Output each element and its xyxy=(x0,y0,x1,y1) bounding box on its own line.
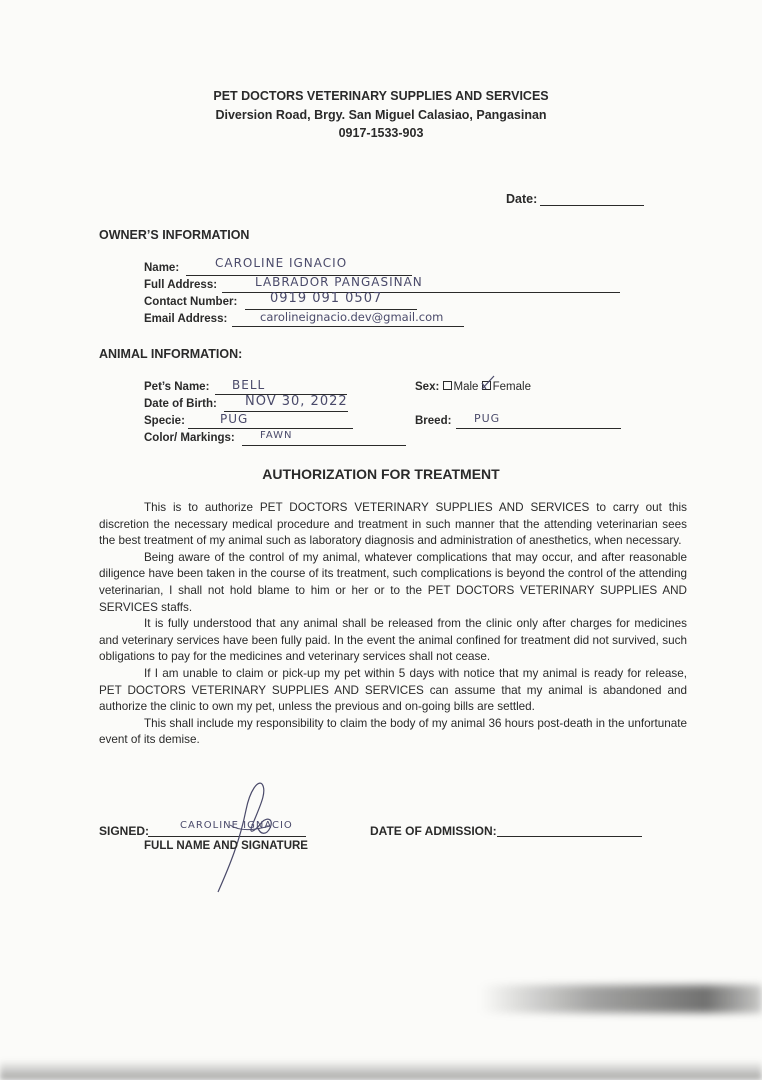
female-checkbox[interactable] xyxy=(482,381,491,390)
color-markings-line xyxy=(242,445,406,446)
scan-shadow xyxy=(480,985,762,1013)
authorization-paragraph: It is fully understood that any animal shall be released from the clinic only after charges for medicines and veterinary services have been fully paid. In the event the animal confined for treatment did not survived, such obligations to pay for the medicines and veterinary services shall not cease. xyxy=(99,617,687,664)
breed-line xyxy=(456,428,621,429)
pet-name-field[interactable]: BELL xyxy=(232,378,266,392)
authorization-paragraph: If I am unable to claim or pick-up my pet within 5 days with notice that my animal is ready for release, PET DOCTORS VETERINARY SUPPLIES AND SERVICES can assume that my animal is abandoned and authorize the clinic to own my pet, unless the previous and on-going bills are settled. xyxy=(99,666,687,714)
male-option-label: Male xyxy=(453,381,479,393)
owner-address-field[interactable]: LABRADOR PANGASINAN xyxy=(255,275,423,289)
email-field[interactable]: carolineignacio.dev@gmail.com xyxy=(260,310,444,324)
color-markings-field[interactable]: FAWN xyxy=(260,430,293,441)
contact-number-label: Contact Number: xyxy=(144,296,238,308)
date-of-admission-label: DATE OF ADMISSION: xyxy=(370,824,497,838)
male-checkbox[interactable] xyxy=(443,381,452,390)
animal-info-heading: ANIMAL INFORMATION: xyxy=(99,347,243,361)
owner-name-field[interactable]: CAROLINE IGNACIO xyxy=(215,256,348,270)
specie-line xyxy=(188,428,353,429)
email-label: Email Address: xyxy=(144,313,228,325)
email-line xyxy=(232,326,464,327)
sex-label: Sex: xyxy=(415,381,440,393)
authorization-body xyxy=(99,500,687,749)
handwritten-signature-icon xyxy=(200,770,290,900)
owner-address-label: Full Address: xyxy=(144,279,218,291)
authorization-paragraph: Being aware of the control of my animal, whatever complications that may occur, and after reasonable diligence have been taken in the course of its treatment, such complications is beyond the control of the attending veterinarian, I shall not hold blame to him or her or to the PET DOCTORS VETERINARY SUPPLIES AND SERVICES staffs. xyxy=(99,550,687,614)
dob-field[interactable]: NOV 30, 2022 xyxy=(245,394,348,409)
specie-label: Specie: xyxy=(144,415,185,427)
female-option-label: Female xyxy=(492,381,531,393)
signed-label: SIGNED: xyxy=(99,824,150,838)
breed-field[interactable]: PUG xyxy=(474,412,501,425)
owner-name-label: Name: xyxy=(144,262,180,274)
authorization-title: AUTHORIZATION FOR TREATMENT xyxy=(262,466,500,482)
authorization-paragraph: This is to authorize PET DOCTORS VETERINARY SUPPLIES AND SERVICES to carry out this discretion the necessary medical procedure and treatment in such manner that the attending veterinarian sees the best treatment of my animal such as laboratory diagnosis and administration of anesthetics, when necessary. xyxy=(99,501,687,548)
date-of-admission-field[interactable] xyxy=(497,836,642,837)
contact-number-field[interactable]: 0919 091 0507 xyxy=(270,291,383,306)
signature-caption: FULL NAME AND SIGNATURE xyxy=(144,840,308,852)
pet-name-label: Pet’s Name: xyxy=(144,381,210,393)
breed-label: Breed: xyxy=(415,415,452,427)
color-markings-label: Color/ Markings: xyxy=(144,432,235,444)
date-field[interactable] xyxy=(540,205,644,206)
dob-label: Date of Birth: xyxy=(144,398,217,410)
signed-name-field[interactable]: CAROLINE IGNACIO xyxy=(180,820,293,831)
clinic-name: PET DOCTORS VETERINARY SUPPLIES AND SERVICES xyxy=(213,89,549,103)
owner-info-heading: OWNER’S INFORMATION xyxy=(99,228,250,242)
specie-field[interactable]: PUG xyxy=(220,412,249,426)
clinic-address: Diversion Road, Brgy. San Miguel Calasiao, Pangasinan xyxy=(215,107,547,122)
authorization-paragraph: This shall include my responsibility to claim the body of my animal 36 hours post-death in the unfortunate event of its demise. xyxy=(99,716,687,747)
clinic-header xyxy=(0,87,762,143)
date-label: Date: xyxy=(506,192,538,206)
sex-field xyxy=(415,381,531,393)
clinic-phone: 0917-1533-903 xyxy=(338,126,424,140)
scan-shadow-bottom xyxy=(0,1060,762,1080)
